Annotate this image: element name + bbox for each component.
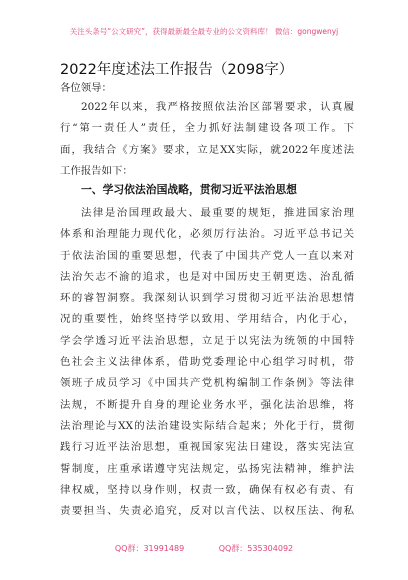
paragraph-line: 面，我结合《方案》要求，立足XX实际，就2022年度述法: [60, 143, 354, 156]
source-banner: 关注头条号“公文研究”，获得最新最全最专业的公文资料库！ 微信：gongwenyj: [69, 27, 339, 36]
paragraph-line: 2022年以来，我严格按照依法治区部署要求，认真履: [81, 101, 354, 113]
paragraph-line: 学会学透习近平法治思想，立足于以宪法为统领的中国特: [60, 334, 354, 347]
paragraph-line: 践行习近平法治思想，重视国家宪法日建设，落实宪法宣: [60, 441, 354, 454]
paragraph-line: 法律是治国理政最大、最重要的规矩，推进国家治理: [81, 207, 354, 219]
qq-group-2: QQ群：535304092: [218, 544, 294, 553]
paragraph-line: 责要担当、失责必追究，反对以言代法、以权压法、徇私: [60, 505, 354, 518]
paragraph-2: [60, 203, 354, 522]
paragraph-line: 行“第一责任人”责任，全力抓好法制建设各项工作。下: [60, 122, 354, 135]
paragraph-line: 誓制度，庄重承诺遵守宪法规定，弘扬宪法精神，维护法: [60, 462, 354, 475]
paragraph-1: [60, 97, 354, 182]
paragraph-line: 法规，不断提升自身的理论业务水平，强化法治思维，将: [60, 398, 354, 411]
paragraph-line: 环的睿智洞察。我深刻认识到学习贯彻习近平法治思想情: [60, 292, 354, 305]
qq-group-1: QQ群：31991489: [114, 544, 185, 553]
paragraph-line: 律权威，坚持以身作则，权责一致，确保有权必有责、有: [60, 483, 354, 496]
paragraph-line: 色社会主义法律体系，借助党委理论中心组学习时机，带: [60, 356, 354, 369]
footer-contacts: [0, 543, 408, 554]
paragraph-line: 况的重要性，始终坚持学以致用、学用结合，内化于心，: [60, 313, 354, 326]
paragraph-line: 法治理论与XX的法治建设实际结合起来；外化于行，贯彻: [60, 419, 354, 432]
paragraph-line: 法治矢志不渝的追求，也是对中国历史王朝更迭、治乱循: [60, 270, 354, 283]
paragraph-line: 工作报告如下：: [60, 164, 133, 177]
paragraph-line: 于依法治国的重要思想，代表了中国共产党人一直以来对: [60, 249, 354, 262]
document-title: 2022年度述法工作报告（2098字）: [60, 62, 294, 78]
paragraph-line: 体系和治理能力现代化，必须厉行法治。习近平总书记关: [60, 228, 354, 241]
paragraph-line: 领班子成员学习《中国共产党机构编制工作条例》等法律: [60, 377, 354, 390]
greeting: 各位领导：: [60, 82, 112, 94]
section-heading: 一、学习依法治国战略，贯彻习近平法治思想: [81, 183, 297, 196]
